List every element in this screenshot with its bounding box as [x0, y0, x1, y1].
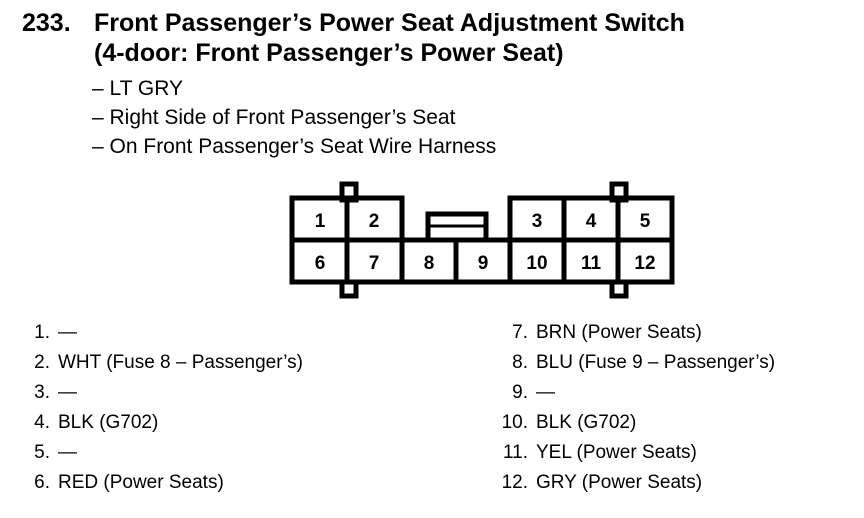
pin-description: — — [58, 382, 77, 403]
pin-description: BLU (Fuse 9 – Passenger’s) — [536, 352, 776, 373]
pin-number: 6. — [34, 472, 50, 493]
pin-number: 12. — [501, 472, 528, 493]
pin-label-11: 11 — [580, 253, 602, 274]
pin-number: 10. — [501, 412, 528, 433]
pin-label-8: 8 — [423, 253, 435, 274]
pin-description: WHT (Fuse 8 – Passenger’s) — [58, 352, 303, 373]
note-harness: – On Front Passenger’s Seat Wire Harness — [92, 135, 497, 158]
pin-label-1: 1 — [314, 211, 326, 232]
pin-row-3 — [0, 378, 303, 408]
pin-label-6: 6 — [314, 253, 326, 274]
pin-row-5 — [0, 438, 303, 468]
pin-label-3: 3 — [531, 211, 543, 232]
pin-row-2 — [0, 348, 303, 378]
pin-list-right — [474, 318, 775, 498]
pin-number: 7. — [512, 322, 528, 343]
pin-number: 9. — [512, 382, 528, 403]
note-color: – LT GRY — [92, 77, 184, 100]
pin-number: 2. — [34, 352, 50, 373]
pin-number: 4. — [34, 412, 50, 433]
pin-label-5: 5 — [639, 211, 651, 232]
pin-number: 1. — [34, 322, 50, 343]
pin-label-2: 2 — [368, 211, 380, 232]
pin-description: — — [536, 382, 555, 403]
pin-description: GRY (Power Seats) — [536, 472, 703, 493]
pin-label-4: 4 — [585, 211, 597, 232]
pin-row-12 — [474, 468, 775, 498]
pin-description: — — [58, 322, 77, 343]
pin-label-12: 12 — [634, 253, 656, 274]
pin-row-7 — [474, 318, 775, 348]
pin-number: 3. — [34, 382, 50, 403]
pin-description: RED (Power Seats) — [58, 472, 224, 493]
pin-label-7: 7 — [368, 253, 380, 274]
pin-number: 11. — [502, 442, 528, 463]
pin-description: BRN (Power Seats) — [536, 322, 702, 343]
pin-row-6 — [0, 468, 303, 498]
pin-row-4 — [0, 408, 303, 438]
pin-row-10 — [474, 408, 775, 438]
item-number: 233. — [22, 9, 71, 37]
pin-number: 8. — [512, 352, 528, 373]
title-line-2: (4-door: Front Passenger’s Power Seat) — [94, 39, 564, 67]
pin-description: YEL (Power Seats) — [536, 442, 697, 463]
pin-row-8 — [474, 348, 775, 378]
pin-row-1 — [0, 318, 303, 348]
pin-row-9 — [474, 378, 775, 408]
pin-number: 5. — [34, 442, 50, 463]
pin-label-9: 9 — [477, 253, 489, 274]
pin-description: BLK (G702) — [536, 412, 637, 433]
pin-row-11 — [474, 438, 775, 468]
pin-description: — — [58, 442, 77, 463]
pin-description: BLK (G702) — [58, 412, 159, 433]
note-location: – Right Side of Front Passenger’s Seat — [92, 106, 456, 129]
title-line-1: Front Passenger’s Power Seat Adjustment Switch — [94, 9, 685, 37]
pin-list-left — [0, 318, 303, 498]
pin-label-10: 10 — [526, 253, 548, 274]
